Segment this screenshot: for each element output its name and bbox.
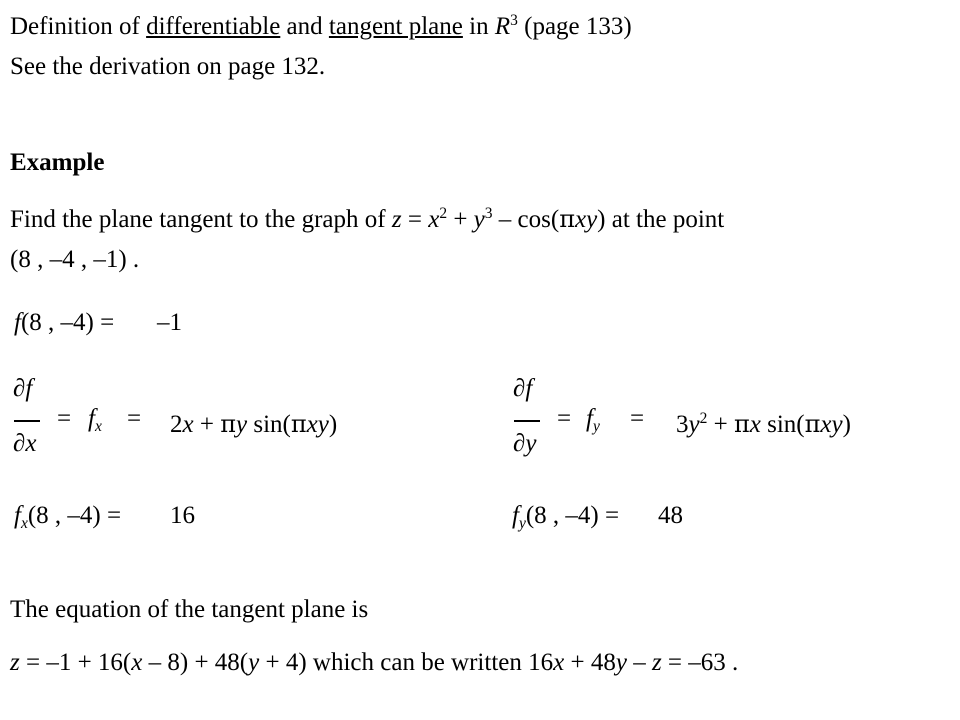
fx-equals-2: = xyxy=(127,405,142,432)
final-part-c: + 4) which can be written 16 xyxy=(259,649,554,676)
partial-fx-fraction-bar xyxy=(14,420,40,422)
title-in: in xyxy=(462,13,495,40)
fy-value-subscript: y xyxy=(518,515,526,533)
f-value: –1 xyxy=(157,309,182,336)
pi-symbol: π xyxy=(559,205,575,233)
fy-notation xyxy=(586,405,600,436)
fy-f: f xyxy=(586,405,593,432)
title-line xyxy=(10,14,632,39)
term-tangent-plane: tangent plane xyxy=(328,13,463,40)
final-part-f: = –63 . xyxy=(661,649,739,676)
title-page-ref: (page 133) xyxy=(517,13,632,40)
final-z: z xyxy=(10,649,20,676)
fx-expr-coef: 2 xyxy=(170,411,183,438)
partial-fx-denominator: ∂x xyxy=(13,430,37,457)
title-lead: Definition of xyxy=(10,13,147,40)
minus-cos: – cos( xyxy=(492,206,560,233)
final-part-e: – xyxy=(626,649,652,676)
var-x: x xyxy=(428,206,440,233)
partial-fx-numerator: ∂f xyxy=(13,375,33,402)
example-heading: Example xyxy=(10,149,105,176)
tangent-plane-equation xyxy=(10,650,738,675)
fy-expr-exponent: 2 xyxy=(699,410,708,428)
space-exponent: 3 xyxy=(510,12,518,30)
fx-expr-xy: xy xyxy=(306,411,329,438)
fx-notation xyxy=(88,405,102,436)
fx-value-f: f xyxy=(14,502,21,529)
fx-expression xyxy=(170,412,337,437)
pi-symbol: π xyxy=(290,410,307,438)
final-part-d: + 48 xyxy=(564,649,616,676)
fx-value-args: (8 , –4) = xyxy=(27,502,122,529)
problem-lead: Find the plane tangent to the graph of xyxy=(10,206,392,233)
fy-expr-x: x xyxy=(749,411,761,438)
fy-expression xyxy=(676,412,851,437)
final-part-b: – 8) + 48( xyxy=(142,649,249,676)
f-value-line xyxy=(14,310,114,335)
fx-expr-sin: sin( xyxy=(247,411,291,438)
term-differentiable: differentiable xyxy=(146,13,281,40)
fx-value-subscript: x xyxy=(20,515,28,533)
final-y2: y xyxy=(615,649,627,676)
fx-f: f xyxy=(88,405,95,432)
final-y: y xyxy=(248,649,260,676)
fy-expr-xy: xy xyxy=(820,411,843,438)
fy-value-line xyxy=(512,502,620,533)
fy-expr-sin: sin( xyxy=(760,411,805,438)
problem-statement xyxy=(10,207,724,232)
title-and: and xyxy=(280,13,329,40)
fx-expr-plus: + xyxy=(193,411,221,438)
problem-tail: ) at the point xyxy=(597,206,725,233)
var-z: z xyxy=(391,206,402,233)
fy-expr-close: ) xyxy=(842,411,851,438)
pi-symbol: π xyxy=(733,410,750,438)
fy-expr-coef: 3 xyxy=(676,411,689,438)
final-z2: z xyxy=(651,649,662,676)
plus: + xyxy=(447,206,474,233)
var-y: y xyxy=(473,206,485,233)
equals: = xyxy=(401,206,429,233)
func-f: f xyxy=(14,309,21,336)
y-exponent: 3 xyxy=(484,205,493,223)
partial-fy-numerator: ∂f xyxy=(513,375,533,402)
partial-fy-fraction-bar xyxy=(514,420,540,422)
fy-expr-y: y xyxy=(688,411,700,438)
problem-point: (8 , –4 , –1) . xyxy=(10,246,140,273)
pi-symbol: π xyxy=(220,410,236,438)
fy-value-f: f xyxy=(512,502,519,529)
partial-fy-denominator: ∂y xyxy=(513,430,537,457)
fx-expr-y: y xyxy=(236,411,248,438)
space-symbol: R xyxy=(494,13,511,40)
fy-value: 48 xyxy=(658,502,683,529)
f-args: (8 , –4) = xyxy=(20,309,115,336)
fx-subscript: x xyxy=(94,418,102,436)
var-xy: xy xyxy=(574,206,598,233)
final-x: x xyxy=(131,649,143,676)
final-x2: x xyxy=(553,649,565,676)
final-part-a: = –1 + 16( xyxy=(19,649,132,676)
conclusion-text: The equation of the tangent plane is xyxy=(10,596,369,623)
fx-equals-1: = xyxy=(57,405,72,432)
fy-expr-plus: + xyxy=(707,411,734,438)
fy-value-args: (8 , –4) = xyxy=(525,502,620,529)
fy-equals-2: = xyxy=(630,405,645,432)
derivation-note: See the derivation on page 132. xyxy=(10,53,326,80)
x-exponent: 2 xyxy=(439,205,448,223)
fx-value-line xyxy=(14,502,122,533)
fy-subscript: y xyxy=(592,418,600,436)
fy-equals-1: = xyxy=(557,405,572,432)
fx-value: 16 xyxy=(170,502,195,529)
fx-expr-close: ) xyxy=(328,411,338,438)
fx-expr-x: x xyxy=(182,411,194,438)
pi-symbol: π xyxy=(804,410,821,438)
